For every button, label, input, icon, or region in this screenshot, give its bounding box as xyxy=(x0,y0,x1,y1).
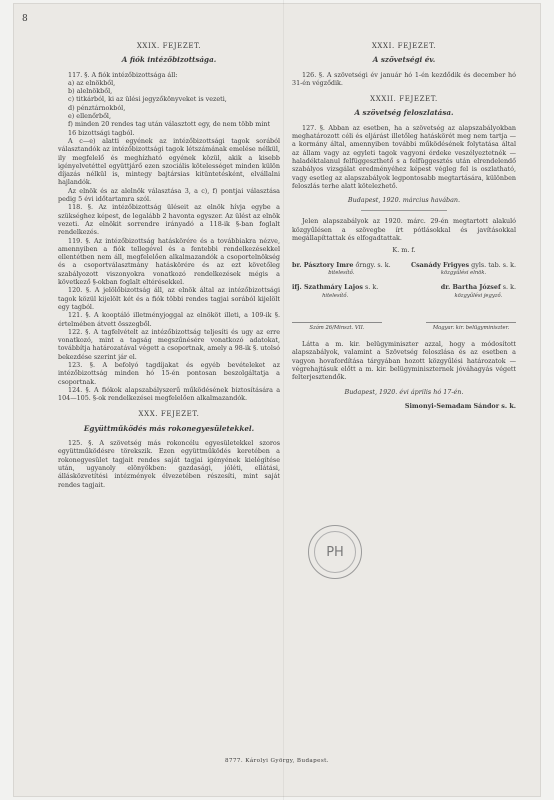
paragraph-118: 118. §. Az intézőbizottság üléseit az elnök hívja egybe a szükséghez képest, de legalább 2 havonta egyszer. Az ülést az elnök vezeti. Az elnökit sorrendre irányadó a 118-ik §-ban foglalt rendelkezés. xyxy=(58,203,280,237)
left-column xyxy=(58,40,280,489)
signer-role: hitelesítő. xyxy=(322,292,349,299)
chapter-31-title: A szövetségi év. xyxy=(372,55,436,65)
chapter-32-heading: XXXII. FEJEZET. xyxy=(370,95,438,104)
paragraph-120: 120. §. A jelölőbizottság áll, az elnök által az intézőbizottsági tagok közül kijelölt két és a fiók többi rendes tagjai sorából kijelölt egy tagból. xyxy=(58,286,280,311)
minister-signature: Simonyi-Semadam Sándor s. k. xyxy=(404,401,516,410)
place-date-2: Budapest, 1920. évi április hó 17-én. xyxy=(344,387,464,396)
paragraph-121: 121. §. A kooptáló illetményjoggal az elnököt illeti, a 109-ik §. értelmében átvett összegből. xyxy=(58,311,280,328)
chapter-30-heading: XXX. FEJEZET. xyxy=(138,410,200,419)
ministry-reference-row xyxy=(292,322,516,332)
paragraph-117-body: A c—e) alatti egyének az intézőbizottsági tagok sorából választandók az intézőbizottsági tagok létszámának emelése nélkül, ily megfelelő és meghízható egyének közül, akik a kisebb igényelvetéttel együttjárő ezen szociális kötelességet minden külön díjazás nélkül is, mintegy bajtársias kitüntetésként, elvállalni hajlandók. xyxy=(58,136,280,187)
paragraph-127: 127. §. Abban az esetben, ha a szövetség az alapszabályokban meghatározott céli és eljárást illetőleg hatáskörét meg nem tartja — a kormány által, amennyiben további működésének folytatása által az állam vagy az egyleti tagok vagyoni érdeke veszélyeztetnék — haladéktalanul felfüggeszthető s a felfüggesztés után elrendelendő szabályos vizsgálat eredményéhez képest végleg fel is oszlatható, vagy esetleg az alapszabályok legpontosabb megtartására, különben feloszlás terhe alatt kötelezhető. xyxy=(292,123,516,190)
reference-number: Szám 26/Minszt. VII. xyxy=(292,322,382,332)
signature-row-1 xyxy=(292,261,516,278)
signer-role: közgyűlési jegyző. xyxy=(454,292,503,299)
list-item-d: d) pénztárnokból, xyxy=(68,103,126,112)
signer-rank: s. k. xyxy=(364,283,379,292)
place-date-1: Budapest, 1920. március havában. xyxy=(347,196,461,205)
right-column xyxy=(292,40,516,410)
paragraph-125: 125. §. A szövetség más rokoncélu egyesületekkel szoros együttműködésre törekszik. Ezen együttműködés keretében a rokonegyesület tagjait rendes saját tagjai igényének kielégítése után, ugyanoly elönyökben: gazdasági, jóléti, ellátási, állásközvetítési intézmények élvezetében részesíti, mint saját rendes tagjait. xyxy=(58,439,280,489)
signer-role: bitelesítő. xyxy=(328,269,355,276)
signer-name: br. Pásztory Imre xyxy=(292,260,354,269)
signer-name: ifj. Szathmáry Lajos xyxy=(292,283,363,292)
paragraph-119: 119. §. Az intézőbizottság hatáskörére és a továbbiakra nézve, amennyiben a fiók tellegével és a fentebbi rendelkezésekkel ellentétben nem áll, megfelelően alkalmazandók a csoportelnökség és a csoportválasztmány hatáskörére és az ezt követőleg szabályozott viszonyokra vonatkozó rendelkezések mégis a következő §-okban foglalt eltérésekkel. xyxy=(58,236,280,287)
signature-row-2 xyxy=(292,283,516,300)
paragraph-124: 124. §. A fiókok alapszabályszerű működésének biztosítására a 104—105. §-ok rendelkezései megfelelően alkalmazandók. xyxy=(58,385,280,403)
signer-rank: őrngy. s. k. xyxy=(355,260,391,269)
signer-name: dr. Bartha József xyxy=(440,283,501,292)
signature-bartha xyxy=(441,283,516,300)
list-item-e: e) ellenőrből, xyxy=(68,112,111,121)
signer-rank: gyls. tab. s. k. xyxy=(471,260,516,269)
paragraph-117-last: Az elnök és az alelnök választása 3, a c), f) pontjai választása pedig 5 évi időtartamra szól. xyxy=(58,186,280,204)
paragraph-117-intro: 117. §. A fiók intézőbizottsága áll: xyxy=(68,70,178,79)
list-item-f: f) minden 20 rendes tag után választott egy, de nem több mint 16 bizottsági tagból. xyxy=(68,120,271,137)
signer-name: Csanády Frigyes xyxy=(410,260,470,269)
signer-role: közgyűlési elnök. xyxy=(440,269,487,276)
chapter-32-title: A szövetség feloszlatása. xyxy=(354,108,454,118)
printer-footer: 8777. Károlyi György, Budapest. xyxy=(225,758,329,764)
chapter-29-heading: XXIX. FEJEZET. xyxy=(136,42,202,50)
approval-note: Látta a m. kir. belügyminiszter azzal, hogy a módosított alapszabályok, valamint a Szövetség feloszlása és az esetben a vagyon hovafordítása tárgyában hozott közgyűlési határozatok — végrehajtásuk előtt a m. kir. belügyminiszternek jóváhagyás végett felterjesztendők. xyxy=(292,340,516,382)
adoption-note: Jelen alapszabályok az 1920. márc. 29-én megtartott alakuló közgyűlésen a szövegbe írt pótlásokkal és javításokkal megállapíttattak és elfogadtattak. xyxy=(292,217,516,243)
kmf-mark: K. m. f. xyxy=(392,246,416,255)
list-item-b: b) alelnökből, xyxy=(68,87,113,96)
signer-rank: s. k. xyxy=(502,283,516,292)
list-item-c: c) titkárból, ki az ülési jegyzőkönyveket is vezeti, xyxy=(68,95,227,104)
signature-szathmary xyxy=(292,283,378,300)
list-item-a: a) az elnökből, xyxy=(68,78,116,87)
divider-rule xyxy=(361,210,447,211)
page-number: 8 xyxy=(22,14,28,24)
chapter-31-heading: XXXI. FEJEZET. xyxy=(371,42,437,50)
paragraph-126: 126. §. A szövetségi év január hó 1-én kezdődik és december hó 31-én végződik. xyxy=(292,70,516,87)
paragraph-123: 123. §. A befolyó tagdíjakat és egyéb bevételeket az intézőbizottság minden hó 15-én pontosan beszolgáltatja a csoportnak. xyxy=(58,360,280,386)
official-seal-stamp: PH xyxy=(308,525,362,579)
fold-crease xyxy=(283,0,284,800)
signature-pasztory xyxy=(292,261,391,278)
chapter-30-title: Együttműködés más rokonegyesületekkel. xyxy=(83,423,255,433)
chapter-29-title: A fiók intézőbizottsága. xyxy=(121,55,217,65)
paragraph-122: 122. §. A tagfelvételt az intézőbizottság teljesíti és ugy az erre vonatkozó, mint a tagság megszűnésére vonatkozó adatokat, továbbítja határozatával végett a csoportnak, amely a 98-ik §. utolsó bekezdése szerint jár el. xyxy=(58,327,280,361)
signature-csanady xyxy=(411,261,516,278)
ministry-label: Magyar. kir. belügyminiszter. xyxy=(426,322,516,332)
